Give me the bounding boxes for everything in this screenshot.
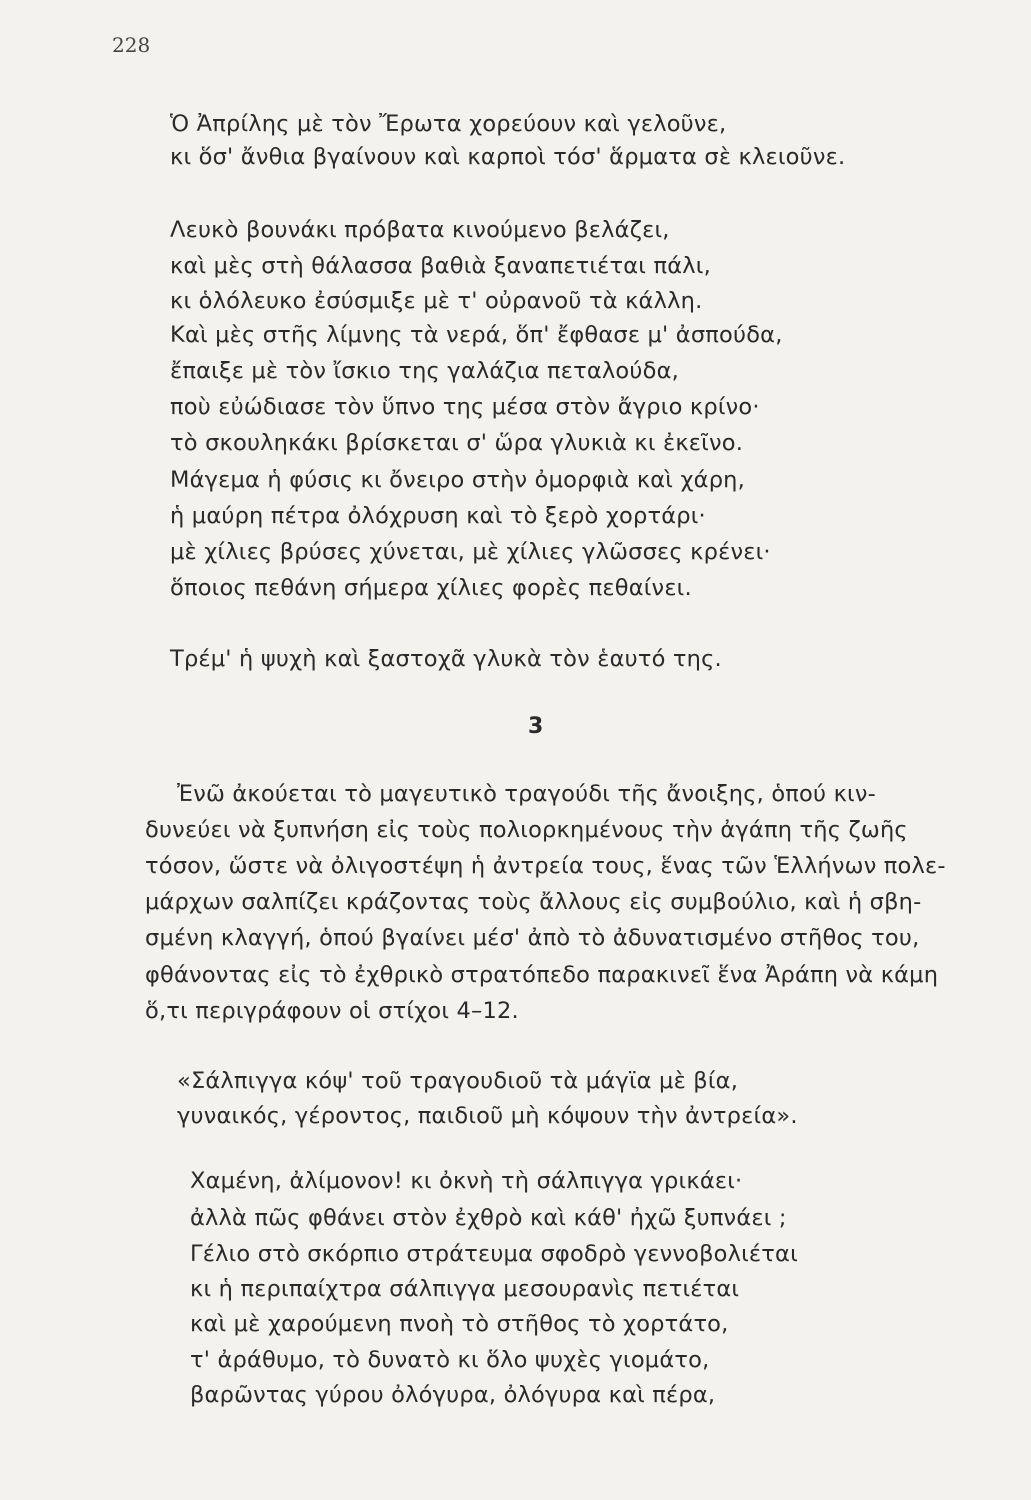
prose-line: ὅ,τι περιγράφουν οἱ στίχοι 4–12. xyxy=(145,998,519,1024)
verse-line: καὶ μὲς στὴ θάλασσα βαθιὰ ξαναπετιέται πάλι, xyxy=(170,253,711,279)
verse-line: μὲ χίλιες βρύσες χύνεται, μὲ χίλιες γλῶσσες κρένει· xyxy=(170,539,771,565)
prose-line: Ἐνῶ ἀκούεται τὸ μαγευτικὸ τραγούδι τῆς ἄνοιξης, ὁπού κιν- xyxy=(177,781,876,807)
verse-line: Μάγεμα ἡ φύσις κι ὄνειρο στὴν ὀμορφιὰ καὶ χάρη, xyxy=(170,467,745,493)
page-number: 228 xyxy=(112,33,151,57)
verse-line: καὶ μὲ χαρούμενη πνοὴ τὸ στῆθος τὸ χορτάτο, xyxy=(190,1311,729,1337)
verse-line: ὅποιος πεθάνη σήμερα χίλιες φορὲς πεθαίνει. xyxy=(170,575,692,601)
verse-line: κι ὅσ' ἄνθια βγαίνουν καὶ καρποὶ τόσ' ἅρματα σὲ κλειοῦνε. xyxy=(170,144,846,170)
prose-line: σμένη κλαγγή, ὁπού βγαίνει μέσ' ἀπὸ τὸ ἀδυνατισμένο στῆθος του, xyxy=(145,925,920,951)
verse-line: κι ὁλόλευκο ἐσύσμιξε μὲ τ' οὐρανοῦ τὰ κάλλη. xyxy=(170,288,703,314)
verse-line: ποὺ εὐώδιασε τὸν ὕπνο της μέσα στὸν ἄγριο κρίνο· xyxy=(170,394,760,420)
prose-line: φθάνοντας εἰς τὸ ἐχθρικὸ στρατόπεδο παρακινεῖ ἕνα Ἀράπη νὰ κάμη xyxy=(145,962,939,988)
verse-line: κι ἡ περιπαίχτρα σάλπιγγα μεσουρανὶς πετιέται xyxy=(190,1276,740,1302)
verse-line: τ' ἀράθυμο, τὸ δυνατὸ κι ὅλο ψυχὲς γιομάτο, xyxy=(190,1347,710,1373)
verse-line: Λευκὸ βουνάκι πρόβατα κινούμενο βελάζει, xyxy=(170,217,670,243)
verse-line: Καὶ μὲς στῆς λίμνης τὰ νερά, ὅπ' ἔφθασε μ' ἀσπούδα, xyxy=(170,322,783,348)
verse-line: Ὁ Ἀπρίλης μὲ τὸν Ἔρωτα χορεύουν καὶ γελοῦνε, xyxy=(170,111,727,137)
verse-line: ἔπαιξε μὲ τὸν ἴσκιο της γαλάζια πεταλούδα, xyxy=(170,358,679,384)
verse-line: Τρέμ' ἡ ψυχὴ καὶ ξαστοχᾶ γλυκὰ τὸν ἑαυτό της. xyxy=(170,646,722,672)
verse-line: τὸ σκουληκάκι βρίσκεται σ' ὥρα γλυκιὰ κι ἐκεῖνο. xyxy=(170,430,744,456)
verse-line: «Σάλπιγγα κόψ' τοῦ τραγουδιοῦ τὰ μάγϊα μὲ βία, xyxy=(177,1068,739,1094)
verse-line: γυναικός, γέροντος, παιδιοῦ μὴ κόψουν τὴν ἀντρεία». xyxy=(177,1103,798,1129)
verse-line: ἀλλὰ πῶς φθάνει στὸν ἐχθρὸ καὶ κάθ' ἠχῶ ξυπνάει ; xyxy=(190,1205,787,1231)
verse-line: Γέλιο στὸ σκόρπιο στράτευμα σφοδρὸ γεννοβολιέται xyxy=(190,1241,798,1267)
verse-line: Χαμένη, ἀλίμονον! κι ὀκνὴ τὴ σάλπιγγα γρικάει· xyxy=(190,1168,743,1194)
section-number: 3 xyxy=(528,714,544,739)
verse-line: ἡ μαύρη πέτρα ὀλόχρυση καὶ τὸ ξερὸ χορτάρι· xyxy=(170,503,706,529)
prose-line: δυνεύει νὰ ξυπνήση εἰς τοὺς πολιορκημένους τὴν ἀγάπη τῆς ζωῆς xyxy=(145,817,908,843)
verse-line: βαρῶντας γύρου ὀλόγυρα, ὀλόγυρα καὶ πέρα, xyxy=(190,1382,716,1408)
prose-line: μάρχων σαλπίζει κράζοντας τοὺς ἄλλους εἰς συμβούλιο, καὶ ἡ σβη- xyxy=(145,889,922,915)
prose-line: τόσον, ὥστε νὰ ὀλιγοστέψη ἡ ἀντρεία τους, ἕνας τῶν Ἑλλήνων πολε- xyxy=(145,853,946,879)
